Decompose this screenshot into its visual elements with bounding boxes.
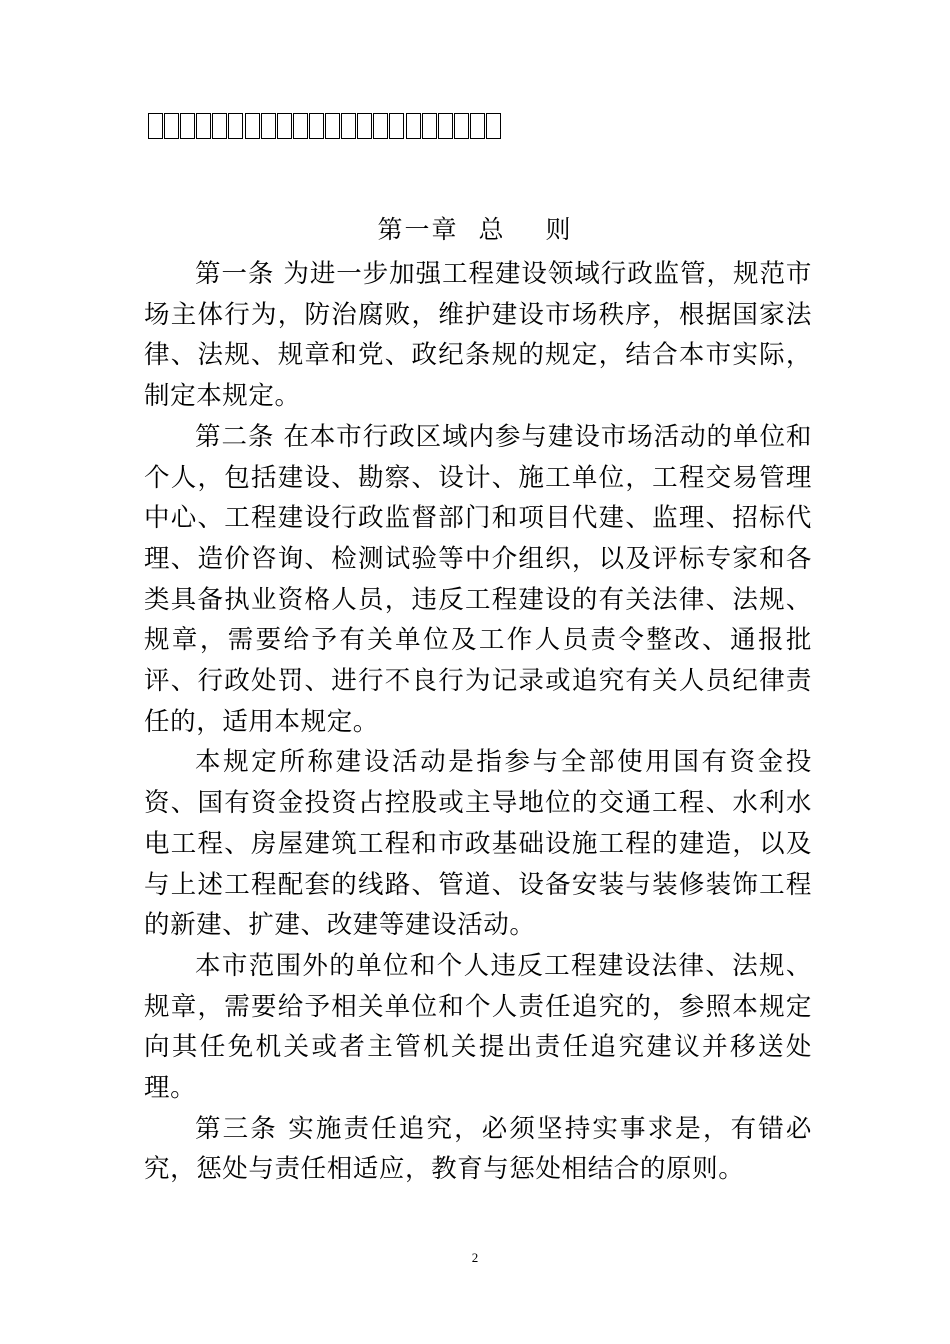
missing-glyph-box <box>325 113 340 139</box>
missing-glyph-box <box>406 113 421 139</box>
missing-glyph-box <box>245 113 260 139</box>
missing-glyph-box <box>261 113 276 139</box>
missing-glyph-box <box>373 113 388 139</box>
page-number: 2 <box>471 1250 479 1265</box>
chapter-title-char-1: 总 <box>478 215 506 244</box>
article-1-paragraph: 第一条 为进一步加强工程建设领域行政监管，规范市场主体行为，防治腐败，维护建设市场秩序，根据国家法律、法规、规章和党、政纪条规的规定，结合本市实际，制定本规定。 <box>144 259 812 412</box>
chapter-heading <box>0 212 950 248</box>
article-2-scope-paragraph: 本规定所称建设活动是指参与全部使用国有资金投资、国有资金投资占控股或主导地位的交通工程、水利水电工程、房屋建筑工程和市政基础设施工程的建造，以及与上述工程配套的线路、管道、设备安装与装修装饰工程的新建、扩建、改建等建设活动。 <box>144 747 812 941</box>
missing-glyph-box <box>212 113 227 139</box>
missing-glyph-box <box>148 113 163 139</box>
missing-glyph-box <box>164 113 179 139</box>
missing-glyph-box <box>438 113 453 139</box>
document-body <box>144 254 812 1190</box>
missing-glyph-box <box>454 113 469 139</box>
missing-glyph-box <box>196 113 211 139</box>
chapter-title-char-2: 则 <box>545 215 573 244</box>
missing-glyph-box <box>357 113 372 139</box>
missing-glyph-box <box>470 113 485 139</box>
missing-glyph-box <box>180 113 195 139</box>
article-3-paragraph: 第三条 实施责任追究，必须坚持实事求是，有错必究，惩处与责任相适应，教育与惩处相结合的原则。 <box>144 1113 812 1185</box>
missing-glyph-box <box>293 113 308 139</box>
article-2-external-paragraph: 本市范围外的单位和个人违反工程建设法律、法规、规章，需要给予相关单位和个人责任追究的，参照本规定向其任免机关或者主管机关提出责任追究建议并移送处理。 <box>144 950 812 1104</box>
missing-glyph-box <box>309 113 324 139</box>
missing-glyph-box <box>228 113 243 139</box>
article-2-paragraph: 第二条 在本市行政区域内参与建设市场活动的单位和个人，包括建设、勘察、设计、施工单位，工程交易管理中心、工程建设行政监督部门和项目代建、监理、招标代理、造价咨询、检测试验等中介组织，以及评标专家和各类具备执业资格人员，违反工程建设的有关法律、法规、规章，需要给予有关单位及工作人员责令整改、通报批评、行政处罚、进行不良行为记录或追究有关人员纪律责任的，适用本规定。 <box>144 421 812 737</box>
missing-glyph-box <box>389 113 404 139</box>
missing-glyph-box <box>486 113 501 139</box>
missing-glyph-box <box>341 113 356 139</box>
document-title-unrendered-glyphs <box>148 108 568 144</box>
missing-glyph-box <box>277 113 292 139</box>
chapter-number: 第一章 <box>377 215 459 244</box>
missing-glyph-box <box>422 113 437 139</box>
